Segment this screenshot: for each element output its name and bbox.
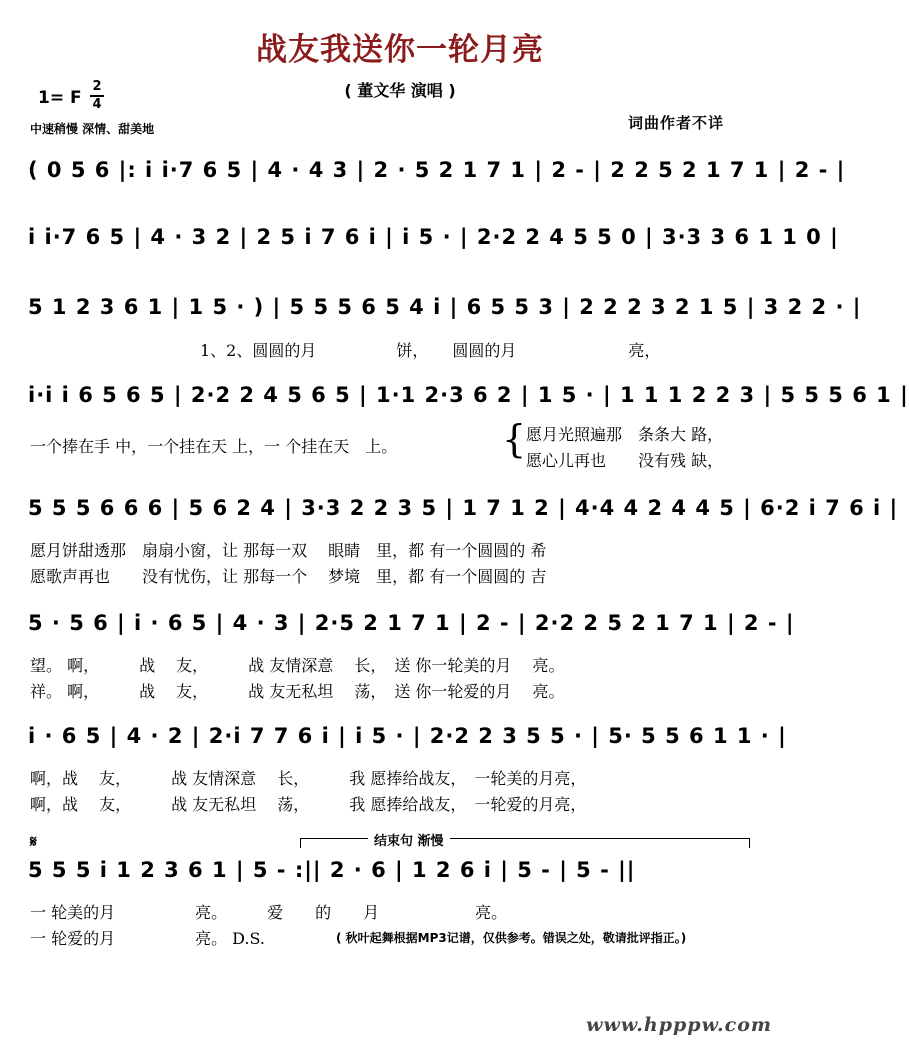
lyric-row-8-verse-2: 一 轮爱的月 亮。 D.S. [30,929,265,948]
lyric-row-3-verse-1: 1、2、圆圆的月 饼， 圆圆的月 亮， [200,341,661,360]
segno-icon: 𝄋 [30,832,37,851]
lyric-row-4-verse-1: 愿月光照遍那 条条大 路， [526,425,724,444]
lyric-row-8-verse-1: 一 轮美的月 亮。 爱 的 月 亮。 [30,903,508,922]
lyric-row-5-verse-2: 愿歌声再也 没有忧伤，让 那每一个 梦境 里，都 有一个圆圆的 吉 [30,567,547,586]
lyric-row-7-verse-1: 啊，战 友， 战 友情深意 长， 我 愿捧给战友， 一轮美的月亮， [30,769,587,788]
lyric-row-6-verse-2: 祥。 啊， 战 友， 战 友无私坦 荡， 送 你一轮爱的月 亮。 [30,682,565,701]
site-watermark: www.hpppw.com [586,1014,772,1036]
lyric-brace: { [502,417,527,461]
lyric-row-5-verse-1: 愿月饼甜透那 扇扇小窗，让 那每一双 眼睛 里，都 有一个圆圆的 希 [30,541,547,560]
ending-bracket-tick-right [749,838,750,848]
time-signature-bottom: 4 [92,97,102,112]
lyric-row-6-verse-1: 望。 啊， 战 友， 战 友情深意 长， 送 你一轮美的月 亮。 [30,656,565,675]
time-signature-top: 2 [92,79,102,94]
key-signature: 1= F [38,88,82,108]
composer-note: 词曲作者不详 [628,114,725,132]
tempo-marking: 中速稍慢 深情、甜美地 [30,122,155,136]
notation-row-8: 5 5 5 i 1 2 3 6 1 | 5 - :|| 2 · 6 | 1 2 6 i | 5 - | 5 - || [28,858,636,882]
lyric-row-4-verse-2: 愿心儿再也 没有残 缺， [526,451,724,470]
notation-row-6: 5 · 5 6 | i · 6 5 | 4 · 3 | 2·5 2 1 7 1 | 2 - | 2·2 2 5 2 1 7 1 | 2 - | [28,611,795,635]
ending-label: 结束句 渐慢 [368,830,450,849]
notation-row-5: 5 5 5 6 6 6 | 5 6 2 4 | 3·3 2 2 3 5 | 1 7 1 2 | 4·4 4 2 4 4 5 | 6·2 i 7 6 i | [28,496,899,520]
time-signature [90,80,104,112]
notation-row-4: i·i i 6 5 6 5 | 2·2 2 4 5 6 5 | 1·1 2·3 6 2 | 1 5 · | 1 1 1 2 2 3 | 5 5 5 6 1 | [28,383,909,407]
ending-bracket-tick-left [300,838,301,848]
notation-row-1: ( 0 5 6 |: i i·7 6 5 | 4 · 4 3 | 2 · 5 2 1 7 1 | 2 - | 2 2 5 2 1 7 1 | 2 - | [28,158,846,182]
lyric-row-4-main: 一个捧在手 中，一个挂在天 上，一 个挂在天 上。 [30,437,398,456]
singer-credit: ( 董文华 演唱 ) [344,81,456,100]
song-title: 战友我送你一轮月亮 [256,32,544,68]
notation-row-2: i i·7 6 5 | 4 · 3 2 | 2 5 i 7 6 i | i 5 · | 2·2 2 4 5 5 0 | 3·3 3 6 1 1 0 | [28,225,839,249]
notation-row-7: i · 6 5 | 4 · 2 | 2·i 7 7 6 i | i 5 · | 2·2 2 3 5 5 · | 5· 5 5 6 1 1 · | [28,724,787,748]
transcriber-footnote: ( 秋叶起舞根据MP3记谱，仅供参考。错误之处，敬请批评指正。) [336,931,687,945]
lyric-row-7-verse-2: 啊，战 友， 战 友无私坦 荡， 我 愿捧给战友， 一轮爱的月亮， [30,795,587,814]
notation-row-3: 5 1 2 3 6 1 | 1 5 · ) | 5 5 5 6 5 4 i | 6 5 5 3 | 2 2 2 3 2 1 5 | 3 2 2 · | [28,295,862,319]
